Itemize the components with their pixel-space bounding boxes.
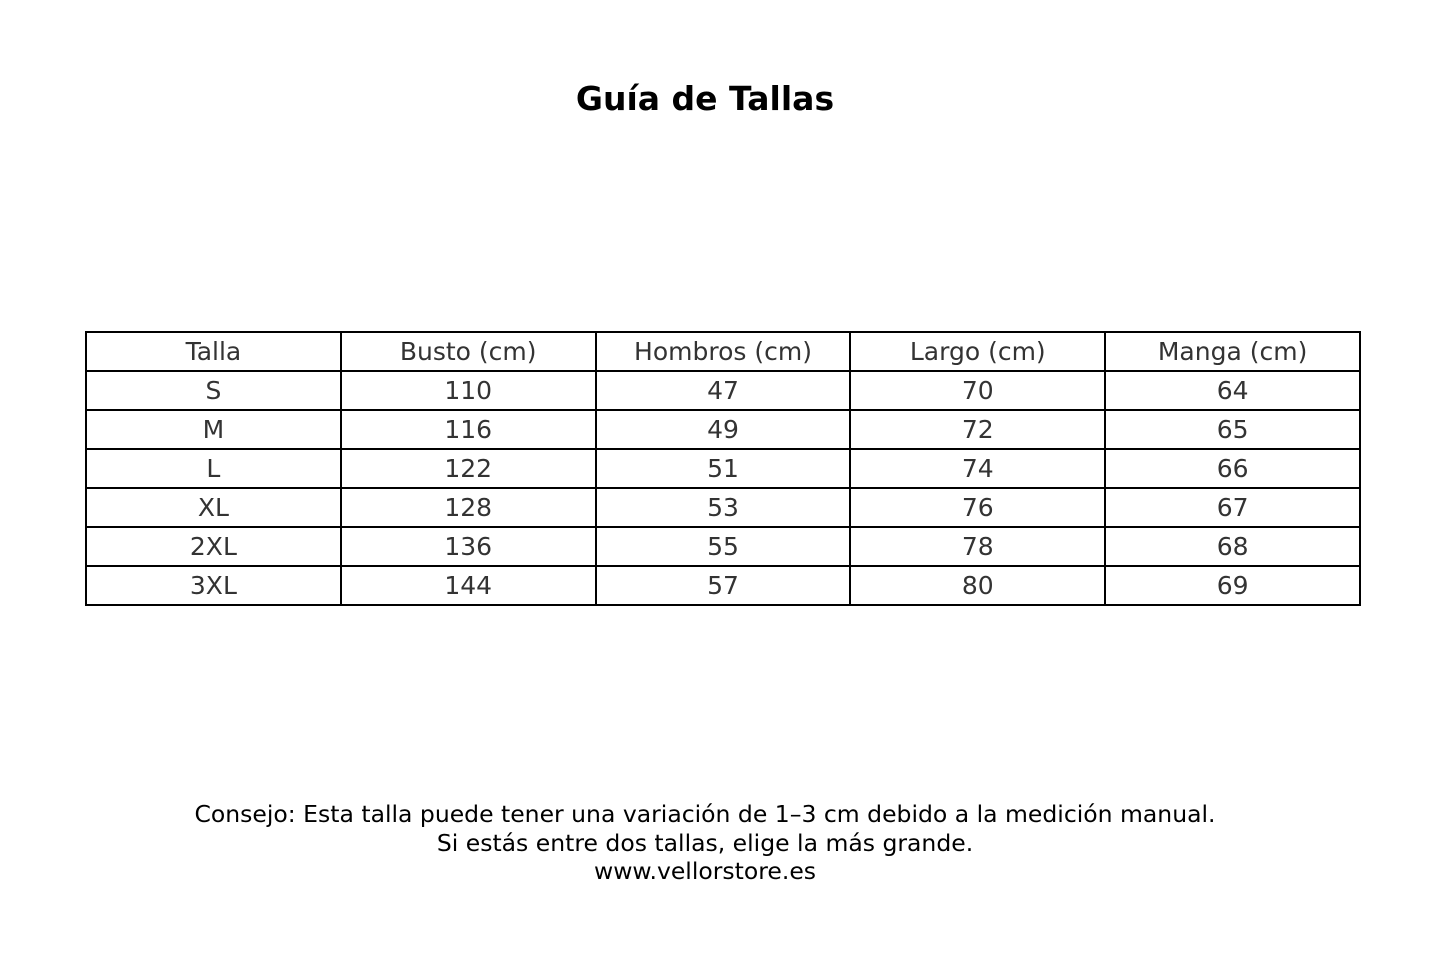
- table-cell-shoulders: 47: [596, 371, 851, 410]
- table-cell-size: M: [86, 410, 341, 449]
- table-cell-size: 3XL: [86, 566, 341, 605]
- column-header-sleeve: Manga (cm): [1105, 332, 1360, 371]
- column-header-size: Talla: [86, 332, 341, 371]
- column-header-shoulders: Hombros (cm): [596, 332, 851, 371]
- table-cell-length: 76: [850, 488, 1105, 527]
- table-row: [86, 527, 1360, 566]
- table-cell-shoulders: 51: [596, 449, 851, 488]
- page-title: Guía de Tallas: [575, 79, 835, 118]
- size-advice: Si estás entre dos tallas, elige la más grande.: [436, 828, 974, 857]
- table-cell-shoulders: 49: [596, 410, 851, 449]
- table-cell-length: 78: [850, 527, 1105, 566]
- table-cell-shoulders: 53: [596, 488, 851, 527]
- table-cell-bust: 144: [341, 566, 596, 605]
- table-cell-bust: 128: [341, 488, 596, 527]
- measurement-tip: Consejo: Esta talla puede tener una variación de 1–3 cm debido a la medición manual.: [194, 800, 1216, 828]
- table-cell-size: XL: [86, 488, 341, 527]
- table-cell-length: 80: [850, 566, 1105, 605]
- table-cell-bust: 136: [341, 527, 596, 566]
- table-cell-sleeve: 66: [1105, 449, 1360, 488]
- table-cell-sleeve: 65: [1105, 410, 1360, 449]
- table-cell-length: 72: [850, 410, 1105, 449]
- table-cell-length: 74: [850, 449, 1105, 488]
- table-cell-size: 2XL: [86, 527, 341, 566]
- column-header-length: Largo (cm): [850, 332, 1105, 371]
- table-cell-sleeve: 68: [1105, 527, 1360, 566]
- table-cell-shoulders: 57: [596, 566, 851, 605]
- table-row: [86, 410, 1360, 449]
- website-url: www.vellorstore.es: [593, 857, 817, 886]
- table-cell-bust: 116: [341, 410, 596, 449]
- table-row: [86, 449, 1360, 488]
- column-header-bust: Busto (cm): [341, 332, 596, 371]
- table-cell-length: 70: [850, 371, 1105, 410]
- table-cell-bust: 110: [341, 371, 596, 410]
- table-row: [86, 371, 1360, 410]
- size-chart-table: [85, 331, 1361, 606]
- table-cell-bust: 122: [341, 449, 596, 488]
- table-header-row: [86, 332, 1360, 371]
- table-cell-sleeve: 69: [1105, 566, 1360, 605]
- table-cell-size: S: [86, 371, 341, 410]
- table-row: [86, 488, 1360, 527]
- table-cell-sleeve: 67: [1105, 488, 1360, 527]
- table-cell-sleeve: 64: [1105, 371, 1360, 410]
- table-row: [86, 566, 1360, 605]
- table-cell-size: L: [86, 449, 341, 488]
- footer-notes: [0, 800, 1410, 886]
- table-cell-shoulders: 55: [596, 527, 851, 566]
